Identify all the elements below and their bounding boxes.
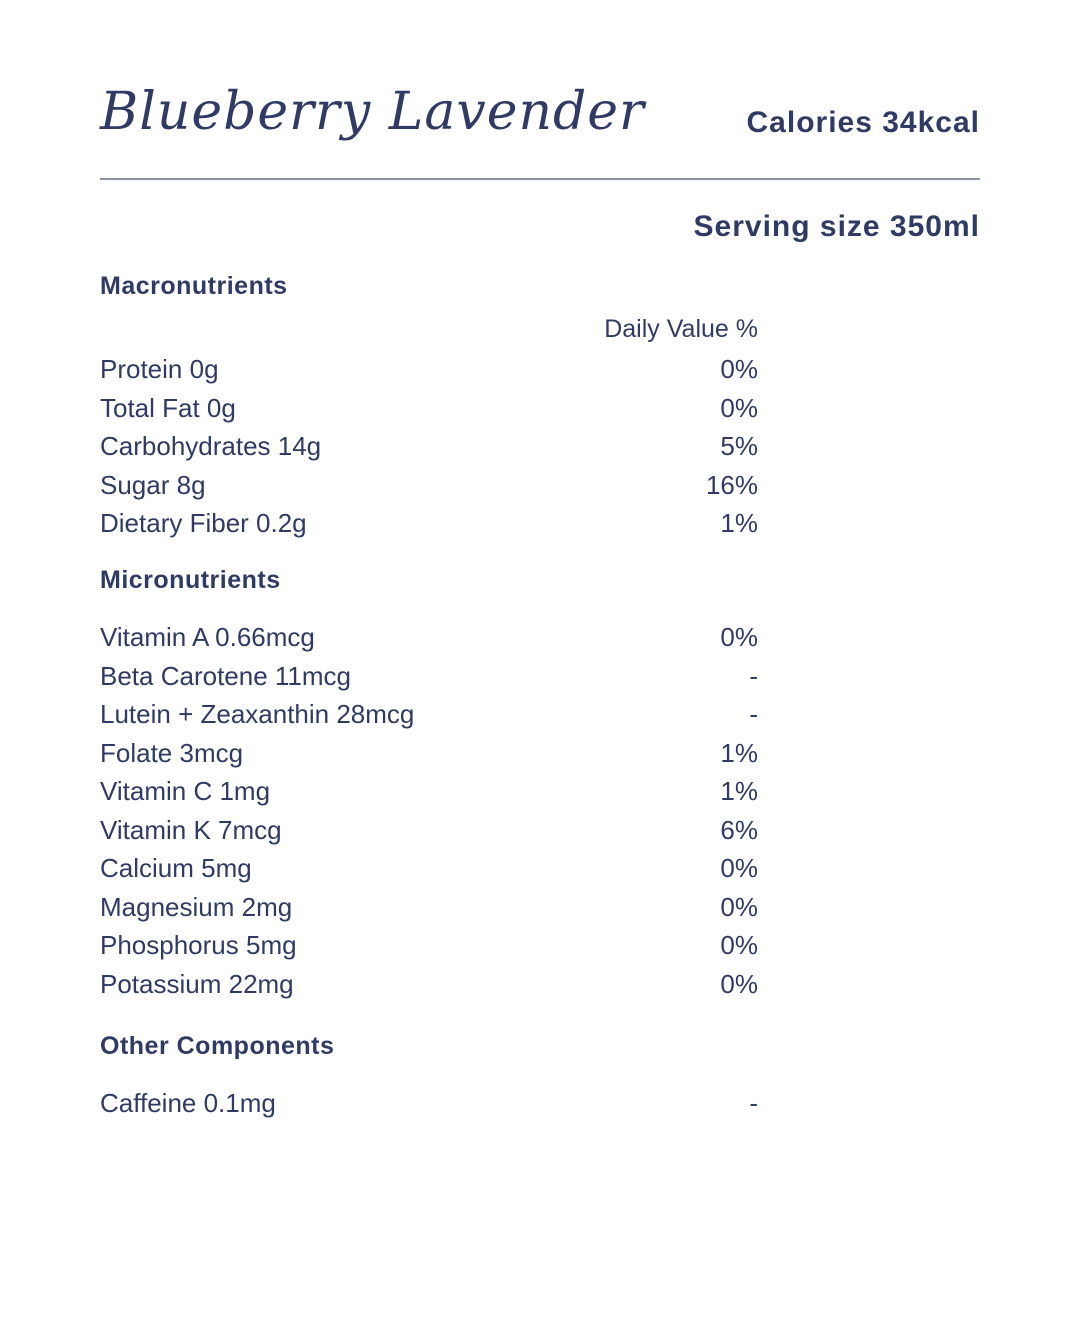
nutrient-daily-value: 5% — [720, 431, 758, 461]
nutrient-row — [100, 508, 758, 540]
calories-value: Calories 34kcal — [746, 106, 980, 139]
product-title: Blueberry Lavender — [100, 82, 645, 142]
nutrient-daily-value: 0% — [720, 393, 758, 423]
nutrient-row — [100, 699, 758, 731]
nutrient-row — [100, 354, 758, 386]
nutrient-daily-value: 16% — [705, 470, 758, 500]
nutrient-name: Beta Carotene 11mcg — [100, 661, 351, 691]
nutrient-daily-value: 0% — [720, 354, 758, 384]
nutrient-daily-value: 1% — [720, 508, 758, 538]
nutrient-row — [100, 738, 758, 770]
nutrient-name: Calcium 5mg — [100, 853, 252, 883]
nutrient-row — [100, 661, 758, 693]
nutrient-name: Potassium 22mg — [100, 969, 294, 999]
nutrient-daily-value: - — [749, 661, 758, 691]
daily-value-header: Daily Value % — [604, 315, 758, 343]
macronutrients-heading: Macronutrients — [100, 272, 288, 300]
micronutrients-heading: Micronutrients — [100, 566, 281, 594]
nutrient-row — [100, 1088, 758, 1120]
nutrient-name: Carbohydrates 14g — [100, 431, 322, 461]
other-components-heading: Other Components — [100, 1032, 335, 1060]
divider — [100, 178, 980, 180]
nutrient-row — [100, 815, 758, 847]
nutrient-name: Total Fat 0g — [100, 393, 236, 423]
nutrient-name: Caffeine 0.1mg — [100, 1088, 276, 1118]
nutrient-row — [100, 622, 758, 654]
nutrient-name: Sugar 8g — [100, 470, 206, 500]
nutrition-label — [100, 0, 980, 1327]
nutrient-daily-value: 0% — [720, 853, 758, 883]
nutrient-name: Magnesium 2mg — [100, 892, 293, 922]
nutrient-row — [100, 431, 758, 463]
nutrient-name: Folate 3mcg — [100, 738, 244, 768]
nutrient-name: Phosphorus 5mg — [100, 930, 297, 960]
nutrient-daily-value: 1% — [720, 738, 758, 768]
nutrient-daily-value: 1% — [720, 776, 758, 806]
nutrient-name: Dietary Fiber 0.2g — [100, 508, 307, 538]
nutrient-name: Vitamin C 1mg — [100, 776, 271, 806]
nutrient-row — [100, 470, 758, 502]
nutrient-daily-value: 0% — [720, 892, 758, 922]
nutrient-daily-value: 0% — [720, 930, 758, 960]
nutrient-row — [100, 393, 758, 425]
nutrient-daily-value: - — [749, 1088, 758, 1118]
nutrient-daily-value: 0% — [720, 622, 758, 652]
nutrient-daily-value: 0% — [720, 969, 758, 999]
nutrient-name: Vitamin K 7mcg — [100, 815, 282, 845]
nutrient-row — [100, 853, 758, 885]
nutrient-row — [100, 930, 758, 962]
serving-size: Serving size 350ml — [693, 210, 980, 243]
nutrient-daily-value: - — [749, 699, 758, 729]
nutrient-daily-value: 6% — [720, 815, 758, 845]
nutrient-row — [100, 892, 758, 924]
nutrient-name: Vitamin A 0.66mcg — [100, 622, 315, 652]
nutrient-row — [100, 969, 758, 1001]
nutrient-name: Protein 0g — [100, 354, 219, 384]
nutrient-row — [100, 776, 758, 808]
nutrient-name: Lutein + Zeaxanthin 28mcg — [100, 699, 415, 729]
